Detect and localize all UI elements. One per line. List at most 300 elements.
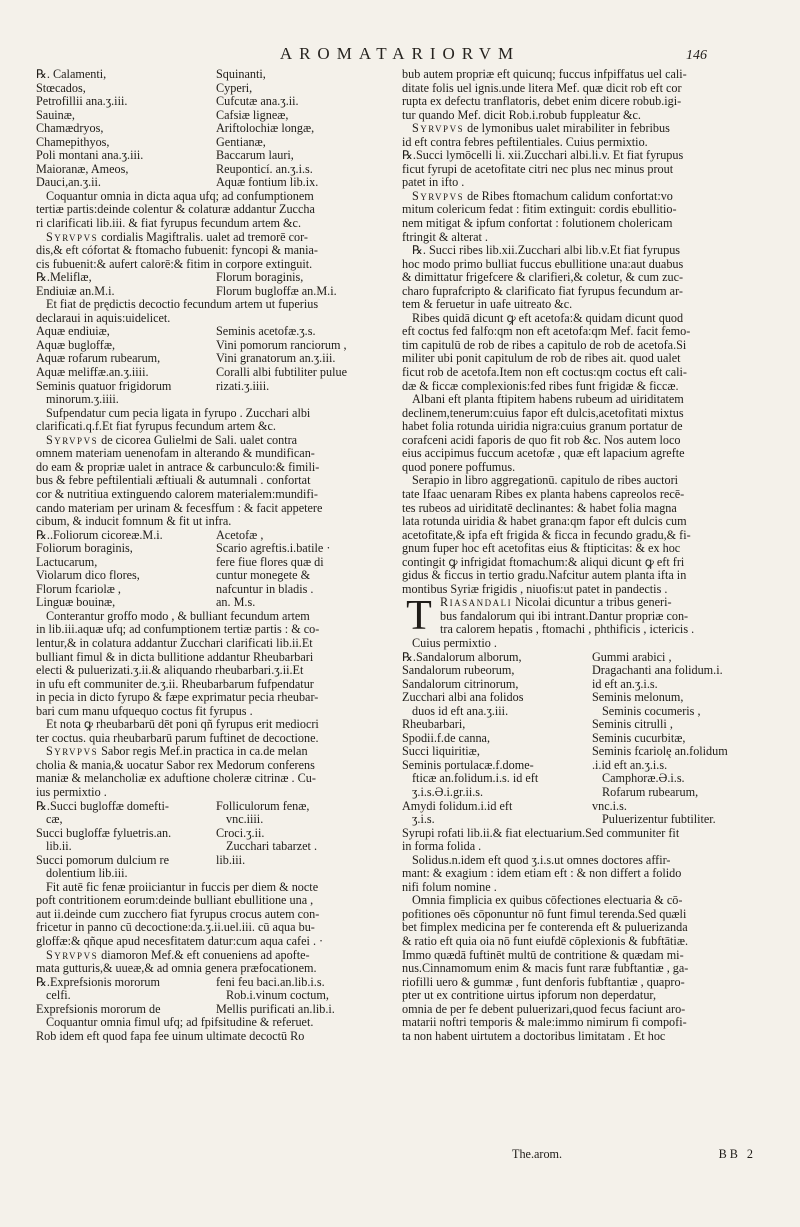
ingredient-left: Seminis portulacæ.f.dome- xyxy=(402,758,534,772)
text-line xyxy=(36,461,394,475)
running-head: AROMATARIORVM xyxy=(279,44,521,63)
text-line xyxy=(36,732,394,746)
text-line xyxy=(36,420,394,434)
text-line xyxy=(402,407,772,421)
line-text: ℞. Succi ribes lib.xii.Zucchari albi lib.v.Et fiat fyrupus xyxy=(412,244,681,258)
ingredient-right: Gentianæ, xyxy=(216,135,266,149)
ingredient-right: Cufcutæ ana.ʒ.ii. xyxy=(216,95,299,109)
text-line xyxy=(402,976,772,990)
line-text: Omnia fimplicia ex quibus cōfectiones electuaria & cō- xyxy=(412,894,683,908)
line-text: tate Ifaac uenaram Ribes ex planta habens capreolos recē- xyxy=(402,487,685,501)
text-line xyxy=(402,461,772,475)
line-text: ficut fyrupi de acetofitate citri nec plus nec minus prout xyxy=(402,162,674,176)
text-line xyxy=(402,380,772,394)
ingredient-right: nafcuntur in bladis . xyxy=(216,582,314,596)
ingredient-left: ʒ.i.s. xyxy=(412,813,435,827)
ingredient-row xyxy=(402,732,772,746)
line-text: Conterantur groffo modo , & bulliant fecundum artem xyxy=(46,609,310,623)
line-text: omnia de per fe debent puluerizari,quod fecus faciunt aro- xyxy=(402,1002,686,1016)
text-line xyxy=(36,772,394,786)
line-text: Coquantur omnia fimul ufq; ad fpifsitudine & referuet. xyxy=(46,1016,314,1030)
ingredient-right xyxy=(226,867,394,881)
line-text: bus & febre peftilentiali æftiuali & autumnali . confortat xyxy=(36,474,311,488)
line-text: charo fuprafcripto & clarificato fiat fyrupus fecundum ar- xyxy=(402,284,683,298)
line-text: declinem,tenerum:cuius fapor eft dulcis,acetofitati mixtus xyxy=(402,406,684,420)
text-line xyxy=(402,894,772,908)
line-text: tem & feruetur in uafe uitreato &c. xyxy=(402,298,573,312)
page-footer xyxy=(402,1147,772,1162)
line-text: ter coctus. quia rheubarbarū parum fuftinet de decoctione. xyxy=(36,731,319,745)
ingredient-right: vnc.i.s. xyxy=(592,799,627,813)
ingredient-right: Vini granatorum an.ʒ.iii. xyxy=(216,352,336,366)
ingredient-right: Acetofæ , xyxy=(216,528,264,542)
line-text: contingit ꝙ infrigidat ftomachum:& aliqui dicunt ꝙ eft fri xyxy=(402,555,685,569)
ingredient-left: Chamædryos, xyxy=(36,122,104,136)
text-line xyxy=(402,258,772,272)
ingredient-left: Seminis quatuor frigidorum xyxy=(36,379,172,393)
line-text: & ratio eft quia oia nō funt eiufdē cōplexionis & fubftātiæ. xyxy=(402,935,688,948)
line-text: militer ubi ponit capitulum de rob de ribes ait. quod ualet xyxy=(402,352,681,366)
ingredient-left: Chamepithyos, xyxy=(36,135,110,149)
text-line xyxy=(402,1030,772,1044)
ingredient-left: Endiuiæ an.M.i. xyxy=(36,284,115,298)
line-text: eft coctus fed falfo:qm non eft acetofa:qm Mef. facit femo- xyxy=(402,325,691,339)
text-line xyxy=(36,312,394,326)
text-line xyxy=(402,285,772,299)
line-text: ius permixtio . xyxy=(36,785,107,799)
ingredient-left: Amydi folidum.i.id eft xyxy=(402,799,513,813)
text-line xyxy=(402,827,772,841)
ingredient-right: Puluerizentur fubtiliter. xyxy=(602,813,716,827)
ingredient-right: Seminis acetofæ.ʒ.s. xyxy=(216,325,316,339)
text-line xyxy=(402,1003,772,1017)
ingredient-row xyxy=(36,596,394,610)
ingredient-left: Succi liquiritiæ, xyxy=(402,745,480,759)
ingredient-row xyxy=(36,583,394,597)
ingredient-right: .i.id eft an.ʒ.i.s. xyxy=(592,758,668,772)
ingredient-left: Linguæ bouinæ, xyxy=(36,596,116,610)
ingredient-left: Violarum dico flores, xyxy=(36,569,140,583)
line-text: Solidus.n.idem eft quod ʒ.i.s.ut omnes doctores affir- xyxy=(412,853,671,867)
ingredient-left: Succi pomorum dulcium re xyxy=(36,853,170,867)
text-line xyxy=(402,854,772,868)
ingredient-row xyxy=(36,800,394,814)
text-line xyxy=(402,583,772,597)
recipe-heading: Riasandali xyxy=(440,596,513,610)
line-text: bus fandalorum qui ibi intrant.Dantur propriæ con- xyxy=(440,609,689,623)
line-text: cibum, & inducit fomnum & fit ut infra. xyxy=(36,515,232,529)
text-line xyxy=(402,1016,772,1030)
line-text: omnem materiam uenenofam in alterando & mundifican- xyxy=(36,447,315,461)
text-line xyxy=(402,921,772,935)
line-text: ta non habent uirtutem a doctoribus limitatam . Et hoc xyxy=(402,1029,666,1043)
text-line xyxy=(402,569,772,583)
ingredient-left: Sandalorum citrinorum, xyxy=(402,677,519,691)
text-line xyxy=(402,163,772,177)
ingredient-left: duos id eft ana.ʒ.iii. xyxy=(412,704,509,718)
ingredient-row xyxy=(36,109,394,123)
line-text: maniæ & melancholiæ ex aduftione choleræ citrinæ . Cu- xyxy=(36,772,316,786)
catchword: The.arom. xyxy=(512,1147,563,1161)
line-text: Coquantur omnia in dicta aqua ufq; ad confumptionem xyxy=(46,189,314,203)
line-text: tes rubeos ad uiriditatē declinantes: & habet folia magna xyxy=(402,501,677,515)
line-text: matarii noftri temporis & male:immo nimirum fi compofi- xyxy=(402,1016,687,1030)
ingredient-left: ℞.Meliflæ, xyxy=(36,271,92,285)
text-line xyxy=(36,786,394,800)
ingredient-right: fere fiue flores quæ di xyxy=(216,555,324,569)
ingredient-right: Mellis purificati an.lib.i. xyxy=(216,1002,335,1016)
recipe-heading: Syrvpvs xyxy=(46,433,99,447)
ingredient-right: Cafsiæ ligneæ, xyxy=(216,108,289,122)
text-line xyxy=(402,474,772,488)
text-line xyxy=(402,136,772,150)
line-text: declaraui in aquis:uidelicet. xyxy=(36,311,171,325)
recipe-heading: Syrvpvs xyxy=(412,122,465,136)
ingredient-left: Florum fcariolæ , xyxy=(36,582,121,596)
ingredient-row xyxy=(36,989,394,1003)
line-text: quod ponere poffumus. xyxy=(402,460,516,474)
text-line xyxy=(36,745,394,759)
line-text: hoc modo primo bulliat fuccus ebullitione una:aut duabus xyxy=(402,257,684,271)
ingredient-right: Florum boraginis, xyxy=(216,271,304,285)
line-text: tim capitulū de rob de ribes a capitulo de rob de acetofa.Si xyxy=(402,338,687,352)
ingredient-left: ℞. Calamenti, xyxy=(36,68,107,81)
line-text: eius accipimus fuccum acetofæ , quæ eft lapacium agrefte xyxy=(402,447,685,461)
text-line xyxy=(402,271,772,285)
text-line xyxy=(402,190,772,204)
ingredient-row xyxy=(36,271,394,285)
text-line xyxy=(36,407,394,421)
ingredient-right: Seminis citrulli , xyxy=(592,718,673,732)
text-line xyxy=(402,935,772,949)
text-line xyxy=(402,637,772,651)
text-line xyxy=(402,434,772,448)
line-text: ditate folis uel ignis.unde litera Mef. quæ dicit rob eft cor xyxy=(402,81,682,95)
text-line xyxy=(402,68,772,82)
ingredient-left: Spodii.f.de canna, xyxy=(402,731,490,745)
ingredient-row xyxy=(36,867,394,881)
ingredient-row xyxy=(36,136,394,150)
text-line xyxy=(402,881,772,895)
line-text: patet in ifto . xyxy=(402,176,465,190)
text-line xyxy=(440,610,772,624)
ingredient-right: feni feu baci.an.lib.i.s. xyxy=(216,975,325,989)
line-text: aut ii.deinde cum zucchero fiat fyrupus crocus autem con- xyxy=(36,907,320,921)
line-text: dis,& eft cófortat & ftomacho fubuenit: fyncopi & mania- xyxy=(36,244,318,258)
ingredient-right: Seminis cucurbitæ, xyxy=(592,731,686,745)
text-line xyxy=(36,935,394,949)
text-line xyxy=(402,203,772,217)
line-text: gloffæ:& qñque apud necesfitatem datur:cum aqua cafei . · xyxy=(36,935,324,948)
ingredient-row xyxy=(36,556,394,570)
ingredient-right: Gummi arabici , xyxy=(592,650,672,664)
text-line xyxy=(402,244,772,258)
line-text: in lib.iii.aquæ ufq; ad confumptionem tertiæ partis : & co- xyxy=(36,623,320,637)
text-line xyxy=(36,298,394,312)
text-line xyxy=(36,705,394,719)
ingredient-left: dolentium lib.iii. xyxy=(46,867,128,881)
ingredient-row xyxy=(36,325,394,339)
line-text: Et fiat de prędictis decoctio fecundum artem ut fuperius xyxy=(46,298,319,312)
line-text: Albani eft planta ftipitem habens rubeum ad uiriditatem xyxy=(412,393,684,407)
text-line xyxy=(36,393,394,407)
drop-cap-initial: T xyxy=(406,593,432,640)
line-text: in pecia in dicto fyrupo & fæpe exprimatur pecia rheubar- xyxy=(36,691,319,705)
ingredient-right: Aquæ fontium lib.ix. xyxy=(216,176,319,190)
ingredient-right: vnc.iiii. xyxy=(226,813,264,827)
ingredient-right: Vini pomorum ranciorum , xyxy=(216,338,347,352)
line-text: tertiæ partis:deinde colentur & colaturæ addantur Zuccha xyxy=(36,203,315,217)
ingredient-left: Sandalorum rubeorum, xyxy=(402,664,515,678)
text-line xyxy=(402,949,772,963)
text-line xyxy=(36,651,394,665)
text-line xyxy=(36,962,394,976)
text-line xyxy=(402,339,772,353)
line-text: do eam & propriæ ualet in antrace & carbunculo:& fimili- xyxy=(36,460,320,474)
text-line xyxy=(402,176,772,190)
ingredient-row xyxy=(36,1003,394,1017)
line-text: ficut rob de acetofa.Item non eft coctus:qm coctus eft cali- xyxy=(402,366,687,380)
text-line xyxy=(402,298,772,312)
ingredient-row xyxy=(402,786,772,800)
ingredient-right: Dragachanti ana folidum.i. xyxy=(592,664,723,678)
text-line xyxy=(402,122,772,136)
ingredient-left: Dauci,an.ʒ.ii. xyxy=(36,176,101,190)
line-text: cis fubuenit:& aufert calorē:& fitim in corpore extinguit. xyxy=(36,257,313,271)
ingredient-row xyxy=(402,759,772,773)
text-line xyxy=(36,1016,394,1030)
ingredient-row xyxy=(402,664,772,678)
line-text: lentur,& in colatura addantur Zucchari clarificati lib.ii.Et xyxy=(36,636,313,650)
line-text: mant: & exagium : idem etiam eft : & non differt a folido xyxy=(402,867,682,881)
text-line xyxy=(402,908,772,922)
line-text: bari cum manu ufquequo coctus fit fyrupus . xyxy=(36,704,253,718)
line-text: in ufu eft communiter de.ʒ.ii. Rheubarbarum fufpendatur xyxy=(36,677,314,691)
text-line xyxy=(402,962,772,976)
ingredient-row xyxy=(36,352,394,366)
line-text: diamoron Mef.& eft conueniens ad apofte- xyxy=(98,948,310,962)
ingredient-right: Squinanti, xyxy=(216,68,266,81)
ingredient-left: ℞.Sandalorum alborum, xyxy=(402,650,522,664)
ingredient-left: Zucchari albi ana folidos xyxy=(402,691,524,705)
text-line xyxy=(402,95,772,109)
text-line xyxy=(36,623,394,637)
line-text: gnum fuper hoc eft acetofitas eius & ftipticitas: & ex hoc xyxy=(402,542,681,556)
ingredient-left: cæ, xyxy=(46,813,63,827)
line-text: corafceni acidi faporis de quo fit rob &c. Nos autem loco xyxy=(402,433,681,447)
line-text: Et nota ꝙ rheubarbarū dēt poni qñ fyrupus erit mediocri xyxy=(46,718,319,732)
text-line xyxy=(36,718,394,732)
recipe-heading: Syrvpvs xyxy=(46,230,99,244)
ingredient-right: Scario agreftis.i.batile · xyxy=(216,542,331,556)
line-text: fricetur in panno cū decoctione:da.ʒ.ii.uel.iii. cū aqua bu- xyxy=(36,921,315,935)
ingredient-left: Succi bugloffæ fyluetris.an. xyxy=(36,826,172,840)
text-line xyxy=(36,691,394,705)
ingredient-left: Petrofillii ana.ʒ.iii. xyxy=(36,95,128,109)
initial-lines xyxy=(440,596,772,637)
text-line xyxy=(36,1030,394,1044)
ingredient-row xyxy=(36,176,394,190)
ingredient-row xyxy=(36,285,394,299)
text-line xyxy=(402,366,772,380)
ingredient-right: Seminis fcariolę an.folidum xyxy=(592,745,728,759)
line-text: Sabor regis Mef.in practica in ca.de melan xyxy=(98,745,308,759)
ingredient-row xyxy=(402,705,772,719)
line-text: tur quando Mef. dicit Rob.i.robub fuppleatur &c. xyxy=(402,108,641,122)
ingredient-left: lib.ii. xyxy=(46,840,72,854)
text-line xyxy=(36,881,394,895)
ingredient-row xyxy=(36,82,394,96)
line-text: pter ut ex contritione uirtus ipforum non deperdatur, xyxy=(402,989,657,1003)
page-number: 146 xyxy=(686,48,707,63)
line-text: tra calorem hepatis , ftomachi , phthificis , ictericis . xyxy=(440,623,695,637)
text-line xyxy=(36,610,394,624)
line-text: de Ribes ftomachum calidum confortat:vo xyxy=(464,189,673,203)
text-line xyxy=(402,529,772,543)
line-text: Nicolai dicuntur a tribus generi- xyxy=(512,596,672,610)
text-line xyxy=(402,82,772,96)
text-line xyxy=(402,867,772,881)
line-text: ri clarificati lib.iii. & fiat fyrupus fecundum artem &c. xyxy=(36,217,301,231)
ingredient-right: Folliculorum fenæ, xyxy=(216,799,310,813)
ingredient-right: Zucchari tabarzet . xyxy=(226,840,318,854)
ingredient-row xyxy=(402,745,772,759)
text-line xyxy=(402,488,772,502)
text-line xyxy=(36,908,394,922)
ingredient-right: rizati.ʒ.iiii. xyxy=(216,379,270,393)
line-text: dæ & ficcæ complexionis:fed ribes funt frigidæ & ficcæ. xyxy=(402,379,679,393)
ingredient-row xyxy=(36,529,394,543)
ingredient-right: Reuponticí. an.ʒ.i.s. xyxy=(216,162,313,176)
line-text: in forma folida . xyxy=(402,840,482,854)
line-text: montibus Syriæ frigidis , niuofis:ut patet in pandectis . xyxy=(402,582,668,596)
text-line xyxy=(36,434,394,448)
text-line xyxy=(402,217,772,231)
ingredient-row xyxy=(36,542,394,556)
ingredient-row xyxy=(36,976,394,990)
text-line xyxy=(402,502,772,516)
ingredient-row xyxy=(36,854,394,868)
line-text: cando materiam per urinam & fecesffum : & facit appetere xyxy=(36,501,323,515)
right-column xyxy=(402,68,772,1043)
ingredient-left: ℞..Foliorum cicoreæ.M.i. xyxy=(36,528,163,542)
line-text: nus.Cinnamomum enim & macis funt raræ fubftantiæ , ga- xyxy=(402,962,689,976)
line-text: clarificati.q.f.Et fiat fyrupus fecundum artem &c. xyxy=(36,420,276,434)
ingredient-left: Exprefsionis mororum de xyxy=(36,1002,161,1016)
line-text: Immo quædā fuftinēt multū de contritione & quædam mi- xyxy=(402,948,684,962)
ingredient-left: Sauinæ, xyxy=(36,108,75,122)
ingredient-row xyxy=(402,678,772,692)
line-text: rupta ex defectu tranflatoris, debet enim dicere robub.igi- xyxy=(402,95,682,109)
line-text: riofilli uero & gummæ , funt denforis fubftantiæ , quapro- xyxy=(402,975,685,989)
line-text: Serapio in libro aggregationū. capitulo de ribes auctori xyxy=(412,474,679,488)
text-line xyxy=(402,556,772,570)
line-text: mitum colericum fedat : fitim extinguit: cordis ebullitio- xyxy=(402,203,677,217)
recipe-heading: Syrvpvs xyxy=(46,745,99,759)
text-line xyxy=(36,637,394,651)
ingredient-right: Baccarum lauri, xyxy=(216,149,294,163)
line-text: minorum.ʒ.iiii. xyxy=(46,393,119,407)
text-line xyxy=(36,217,394,231)
line-text: Fit autē fic fenæ proiiciantur in fuccis per diem & nocte xyxy=(46,880,319,894)
ingredient-row xyxy=(36,380,394,394)
text-line xyxy=(36,515,394,529)
ingredient-row xyxy=(36,163,394,177)
line-text: pofitiones oēs cōponuntur nō funt fimul terenda.Sed quæli xyxy=(402,907,687,921)
text-line xyxy=(402,109,772,123)
line-text: bet fimplex medicina per fe conterenda eft & puluerizanda xyxy=(402,921,688,935)
text-line xyxy=(36,502,394,516)
ingredient-row xyxy=(36,827,394,841)
line-text: poft contritionem eorum:deinde bulliant ebullitione una , xyxy=(36,894,314,908)
ingredient-left: Lactucarum, xyxy=(36,555,98,569)
line-text: de lymonibus ualet mirabiliter in febribus xyxy=(464,122,670,136)
ingredient-row xyxy=(402,651,772,665)
text-line xyxy=(36,190,394,204)
left-column xyxy=(36,68,394,1043)
text-line xyxy=(440,596,772,610)
text-line xyxy=(36,664,394,678)
line-text: ftringit & alterat . xyxy=(402,230,488,244)
text-line xyxy=(36,488,394,502)
ingredient-row xyxy=(402,813,772,827)
line-text: id eft contra febres peftilentiales. Cuius permixtio. xyxy=(402,135,648,149)
line-text: gidus & ficcus in tertio gradu.Nafcitur autem planta ifta in xyxy=(402,569,687,583)
ingredient-right: lib.iii. xyxy=(216,853,246,867)
ingredient-right: Seminis melonum, xyxy=(592,691,684,705)
ingredient-row xyxy=(36,339,394,353)
text-line xyxy=(402,231,772,245)
ingredient-left: Aquæ bugloffæ, xyxy=(36,338,115,352)
line-text: mata gutturis,& uueæ,& ad omnia genera præfocationem. xyxy=(36,962,317,976)
line-text: de cicorea Gulielmi de Sali. ualet contra xyxy=(98,433,298,447)
line-text: nifi folum nomine . xyxy=(402,880,497,894)
ingredient-left: Stœcados, xyxy=(36,81,86,95)
ingredient-right: Croci.ʒ.ii. xyxy=(216,826,265,840)
text-line xyxy=(402,515,772,529)
ingredient-row xyxy=(36,813,394,827)
text-line xyxy=(36,231,394,245)
ingredient-right: Rob.i.vinum coctum, xyxy=(226,989,329,1003)
ingredient-right: cuntur monegete & xyxy=(216,569,311,583)
ingredient-left: Rheubarbari, xyxy=(402,718,466,732)
ingredient-left: celfi. xyxy=(46,989,71,1003)
ingredient-right: Florum bugloffæ an.M.i. xyxy=(216,284,337,298)
ingredient-row xyxy=(402,800,772,814)
text-line xyxy=(36,244,394,258)
line-text: electi & puluerizati.ʒ.ii.& aliquando rheubarbari.ʒ.ii.Et xyxy=(36,664,304,678)
ingredient-left: Poli montani ana.ʒ.iii. xyxy=(36,149,144,163)
line-text: nem mitigat & ipfum confortat : folutionem cholericam xyxy=(402,217,673,231)
line-text: cholia & mania,& uocatur Sabor rex Medorum conferens xyxy=(36,758,315,772)
ingredient-row xyxy=(36,149,394,163)
ingredient-left: ʒ.i.s.Ə.i.gr.ii.s. xyxy=(412,785,484,799)
ingredient-row xyxy=(36,569,394,583)
text-line xyxy=(402,149,772,163)
text-line xyxy=(402,420,772,434)
text-line xyxy=(440,623,772,637)
ingredient-left: ℞.Exprefsionis mororum xyxy=(36,975,160,989)
line-text: & dimittatur frigefcere & clarifieri,& coletur, & cum zuc- xyxy=(402,271,684,285)
text-line xyxy=(36,203,394,217)
line-text: cordialis Magiftralis. ualet ad tremorē cor- xyxy=(98,230,308,244)
ingredient-left: Aquæ rofarum rubearum, xyxy=(36,352,161,366)
line-text: acetofitate,& ipfa eft frigida & ficca in fecundo gradu,& fi- xyxy=(402,528,691,542)
text-line xyxy=(36,447,394,461)
line-text: Syrupi rofati lib.ii.& fiat electuarium.Sed communiter fit xyxy=(402,826,680,840)
ingredient-row xyxy=(402,718,772,732)
text-line xyxy=(402,840,772,854)
